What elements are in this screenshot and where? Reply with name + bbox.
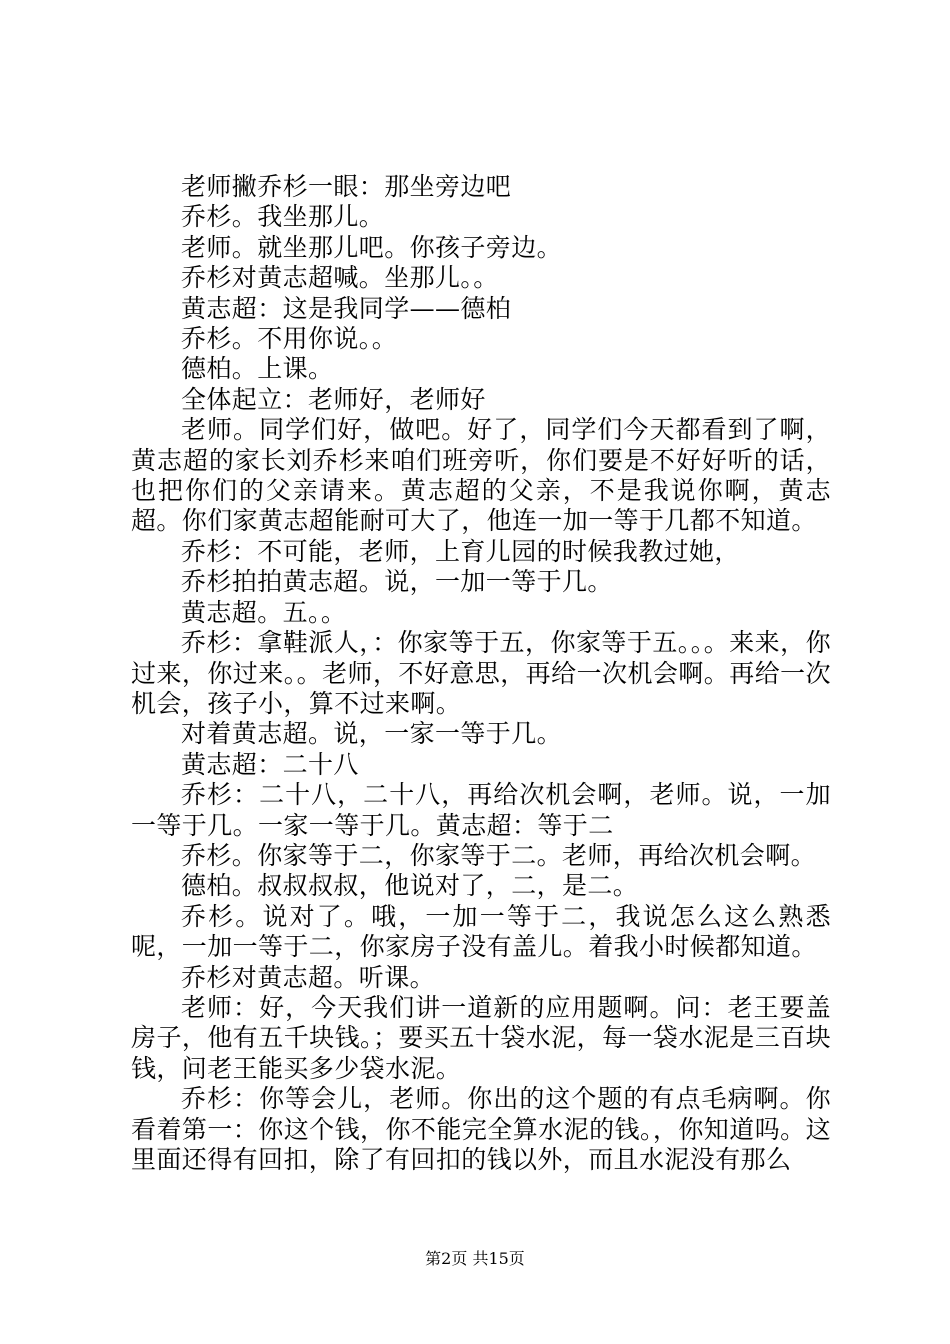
paragraph: 乔杉：拿鞋派人，：你家等于五，你家等于五。。。来来，你过来，你过来。。老师，不好意思，再给一次机会啊。再给一次机会，孩子小，算不过来啊。 bbox=[131, 628, 831, 718]
paragraph: 黄志超：二十八 bbox=[181, 749, 359, 779]
paragraph: 老师。同学们好，做吧。好了，同学们今天都看到了啊，黄志超的家长刘乔杉来咱们班旁听，你们要是不好好听的话，也把你们的父亲请来。黄志超的父亲，不是我说你啊，黄志超。你们家黄志超能耐可大了，他连一加一等于几都不知道。 bbox=[131, 415, 831, 536]
paragraph: 黄志超：这是我同学——德柏 bbox=[181, 293, 512, 323]
paragraph: 乔杉拍拍黄志超。说，一加一等于几。 bbox=[181, 567, 613, 597]
paragraph: 乔杉。说对了。哦，一加一等于二，我说怎么这么熟悉呢，一加一等于二，你家房子没有盖儿。着我小时候都知道。 bbox=[131, 901, 831, 962]
paragraph: 乔杉对黄志超。听课。 bbox=[181, 962, 436, 992]
paragraph: 老师：好，今天我们讲一道新的应用题啊。问：老王要盖房子，他有五千块钱。；要买五十袋水泥，每一袋水泥是三百块钱，问老王能买多少袋水泥。 bbox=[131, 992, 831, 1083]
paragraph: 乔杉。你家等于二，你家等于二。老师，再给次机会啊。 bbox=[181, 840, 817, 870]
paragraph: 德柏。叔叔叔叔，他说对了，二，是二。 bbox=[181, 871, 639, 901]
paragraph: 乔杉：你等会儿，老师。你出的这个题的有点毛病啊。你看着第一：你这个钱，你不能完全算水泥的钱。，你知道吗。这里面还得有回扣，除了有回扣的钱以外，而且水泥没有那么 bbox=[131, 1084, 831, 1174]
paragraph: 黄志超。五。。 bbox=[181, 597, 347, 627]
paragraph: 全体起立：老师好，老师好 bbox=[181, 384, 486, 414]
paragraph: 乔杉：不可能，老师，上育儿园的时候我教过她， bbox=[181, 536, 740, 566]
paragraph: 德柏。上课。 bbox=[181, 354, 334, 384]
paragraph: 对着黄志超。说，一家一等于几。 bbox=[181, 719, 563, 749]
paragraph: 老师。就坐那儿吧。你孩子旁边。 bbox=[181, 232, 563, 262]
paragraph: 乔杉：二十八，二十八，再给次机会啊，老师。说，一加一等于几。一家一等于几。黄志超：等于二 bbox=[131, 780, 831, 840]
paragraph: 乔杉。我坐那儿。 bbox=[181, 202, 385, 232]
paragraph: 乔杉。不用你说。。 bbox=[181, 324, 398, 354]
document-body bbox=[131, 172, 831, 1175]
paragraph: 乔杉对黄志超喊。坐那儿。。 bbox=[181, 263, 499, 293]
paragraph: 老师撇乔杉一眼：那坐旁边吧 bbox=[181, 172, 512, 201]
page-number-footer: 第2页 共15页 bbox=[425, 1249, 525, 1268]
